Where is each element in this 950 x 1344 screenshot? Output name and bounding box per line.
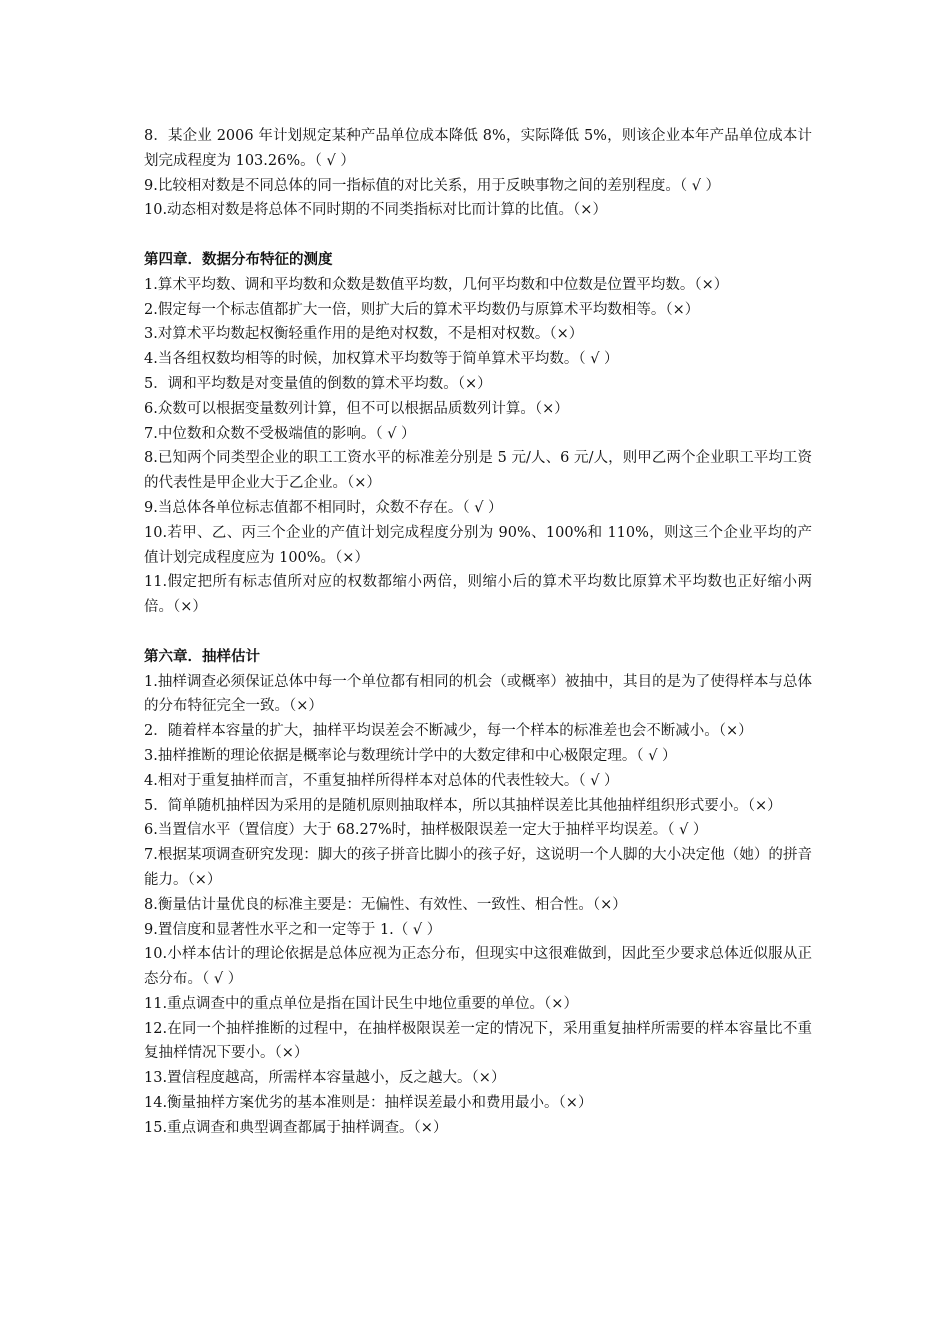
question-item: 7.中位数和众数不受极端值的影响。（ √ ） xyxy=(144,425,416,442)
question-item: 2．随着样本容量的扩大，抽样平均误差会不断减少，每一个样本的标准差也会不断减小。（×） xyxy=(144,723,753,740)
question-item: 13.置信程度越高，所需样本容量越小，反之越大。（×） xyxy=(144,1070,506,1087)
question-item: 8.衡量估计量优良的标准主要是：无偏性、有效性、一致性、相合性。（×） xyxy=(144,896,627,913)
question-item: 12.在同一个抽样推断的过程中，在抽样极限误差一定的情况下，采用重复抽样所需要的样本容量比不重复抽样情况下要小。（×） xyxy=(144,1020,812,1062)
question-item: 5．简单随机抽样因为采用的是随机原则抽取样本，所以其抽样误差比其他抽样组织形式要小。（×） xyxy=(144,797,782,814)
question-item: 4.相对于重复抽样而言，不重复抽样所得样本对总体的代表性较大。（ √ ） xyxy=(144,772,619,789)
question-item: 5．调和平均数是对变量值的倒数的算术平均数。（×） xyxy=(144,375,492,392)
document-page xyxy=(144,124,812,1141)
question-item: 10.若甲、乙、丙三个企业的产值计划完成程度分别为 90%、100%和 110%，则这三个企业平均的产值计划完成程度应为 100%。（×） xyxy=(144,524,812,566)
question-item: 15.重点调查和典型调查都属于抽样调查。（×） xyxy=(144,1119,448,1136)
question-item: 11.重点调查中的重点单位是指在国计民生中地位重要的单位。（×） xyxy=(144,995,578,1012)
question-item: 1.抽样调查必须保证总体中每一个单位都有相同的机会（或概率）被抽中，其目的是为了使得样本与总体的分布特征完全一致。（×） xyxy=(144,673,812,715)
question-item: 9.置信度和显著性水平之和一定等于 1.（ √ ） xyxy=(144,921,442,938)
question-item: 10.小样本估计的理论依据是总体应视为正态分布，但现实中这很难做到，因此至少要求总体近似服从正态分布。（ √ ） xyxy=(144,946,812,988)
question-item: 11.假定把所有标志值所对应的权数都缩小两倍，则缩小后的算术平均数比原算术平均数也正好缩小两倍。（×） xyxy=(144,574,812,616)
question-item: 6.当置信水平（置信度）大于 68.27%时，抽样极限误差一定大于抽样平均误差。（ √ ） xyxy=(144,822,708,839)
question-item: 9.当总体各单位标志值都不相同时，众数不存在。（ √ ） xyxy=(144,499,503,516)
question-item: 8.已知两个同类型企业的职工工资水平的标准差分别是 5 元/人、6 元/人，则甲乙两个企业职工平均工资的代表性是甲企业大于乙企业。（×） xyxy=(144,450,812,492)
question-item: 3.对算术平均数起权衡轻重作用的是绝对权数，不是相对权数。（×） xyxy=(144,326,584,343)
question-item: 14.衡量抽样方案优劣的基本准则是：抽样误差最小和费用最小。（×） xyxy=(144,1095,593,1112)
question-item: 3.抽样推断的理论依据是概率论与数理统计学中的大数定律和中心极限定理。（ √ ） xyxy=(144,747,677,764)
question-item: 9.比较相对数是不同总体的同一指标值的对比关系，用于反映事物之间的差别程度。（ √ ） xyxy=(144,177,721,194)
question-item: 2.假定每一个标志值都扩大一倍，则扩大后的算术平均数仍与原算术平均数相等。（×） xyxy=(144,301,700,318)
question-item: 1.算术平均数、调和平均数和众数是数值平均数，几何平均数和中位数是位置平均数。（×） xyxy=(144,276,729,293)
question-item: 10.动态相对数是将总体不同时期的不同类指标对比而计算的比值。（×） xyxy=(144,202,607,219)
section-spacer xyxy=(144,223,812,248)
section-spacer xyxy=(144,620,812,645)
question-item: 4.当各组权数均相等的时候，加权算术平均数等于简单算术平均数。（ √ ） xyxy=(144,351,619,368)
question-item: 7.根据某项调查研究发现：脚大的孩子拼音比脚小的孩子好，这说明一个人脚的大小决定他（她）的拼音能力。（×） xyxy=(144,847,812,888)
chapter-heading: 第六章．抽样估计 xyxy=(144,647,260,665)
question-item: 6.众数可以根据变量数列计算，但不可以根据品质数列计算。（×） xyxy=(144,400,569,417)
chapter-heading: 第四章．数据分布特征的测度 xyxy=(144,250,333,268)
question-item: 8．某企业 2006 年计划规定某种产品单位成本降低 8%，实际降低 5%，则该企业本年产品单位成本计划完成程度为 103.26%。（ √ ） xyxy=(144,128,812,169)
